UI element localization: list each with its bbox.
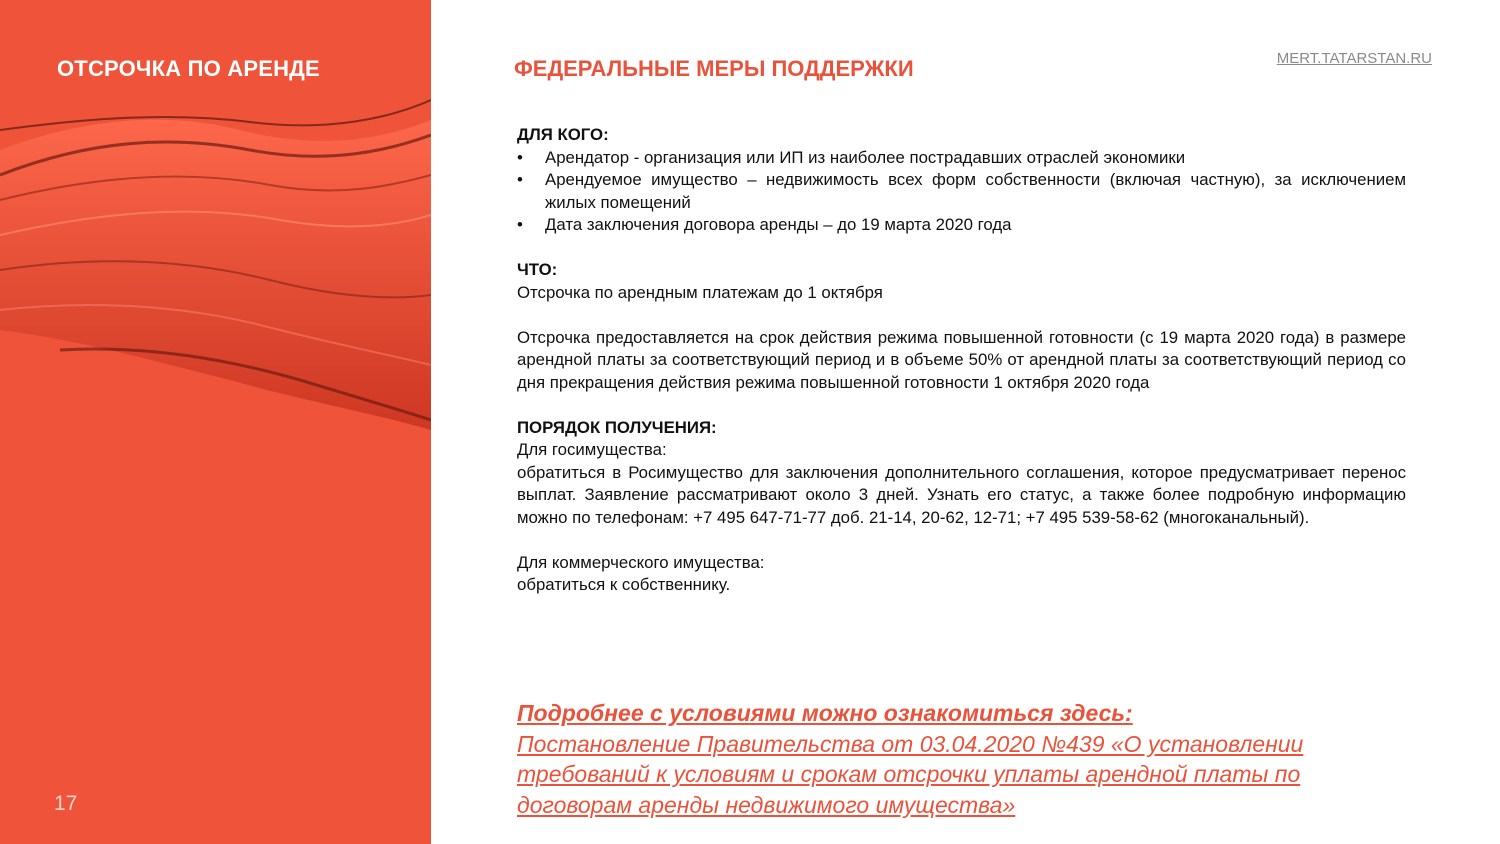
- what-text: Отсрочка по арендным платежам до 1 октября: [517, 282, 883, 302]
- list-item: • Арендуемое имущество – недвижимость всех форм собственности (включая частную), за исключением жилых помещений: [517, 169, 1406, 214]
- commercial-text: обратиться к собственнику.: [517, 575, 731, 594]
- site-link[interactable]: MERT.TATARSTAN.RU: [1276, 50, 1432, 67]
- what-detail: Отсрочка предоставляется на срок действия режима повышенной готовности (с 19 марта 2020 года) в размере арендной платы за соответствующий период и в объеме 50% от арендной платы за соответствующий период со дня прекращения действия режима повышенной готовности 1 октября 2020 года: [517, 327, 1406, 392]
- main-content: [517, 124, 1406, 597]
- list-item: • Дата заключения договора аренды – до 19 марта 2020 года: [517, 214, 1406, 237]
- commercial-label: Для коммерческого имущества:: [517, 552, 765, 572]
- who-heading: ДЛЯ КОГО:: [517, 125, 609, 144]
- more-info-link[interactable]: Подробнее с условиями можно ознакомиться здесь:: [517, 700, 1133, 726]
- footer-links: [517, 698, 1417, 820]
- list-item: • Арендатор - организация или ИП из наиболее пострадавших отраслей экономики: [517, 147, 1406, 170]
- who-list: [517, 147, 1406, 237]
- left-panel: [0, 0, 431, 844]
- state-text: обратиться в Росимущество для заключения дополнительного соглашения, которое предусматривает перенос выплат. Заявление рассматривают около 3 дней. Узнать его статус, а также более подробную информацию можно по телефонам: +7 495 647-71-77 доб. 21-14, 20-62, 12-71; +7 495 539-58-62 (многоканальный).: [517, 462, 1406, 527]
- page-title: ФЕДЕРАЛЬНЫЕ МЕРЫ ПОДДЕРЖКИ: [514, 56, 914, 81]
- what-heading: ЧТО:: [517, 260, 558, 279]
- page-number: 17: [54, 792, 78, 815]
- procedure-heading: ПОРЯДОК ПОЛУЧЕНИЯ:: [517, 417, 717, 437]
- red-wave-image: [0, 0, 431, 844]
- decree-link[interactable]: Постановление Правительства от 03.04.2020 №439 «О установлении требований к условиям и срокам отсрочки уплаты арендной платы по договорам аренды недвижимого имущества»: [517, 730, 1304, 818]
- section-title: ОТСРОЧКА ПО АРЕНДЕ: [57, 56, 320, 81]
- state-label: Для госимущества:: [517, 440, 667, 459]
